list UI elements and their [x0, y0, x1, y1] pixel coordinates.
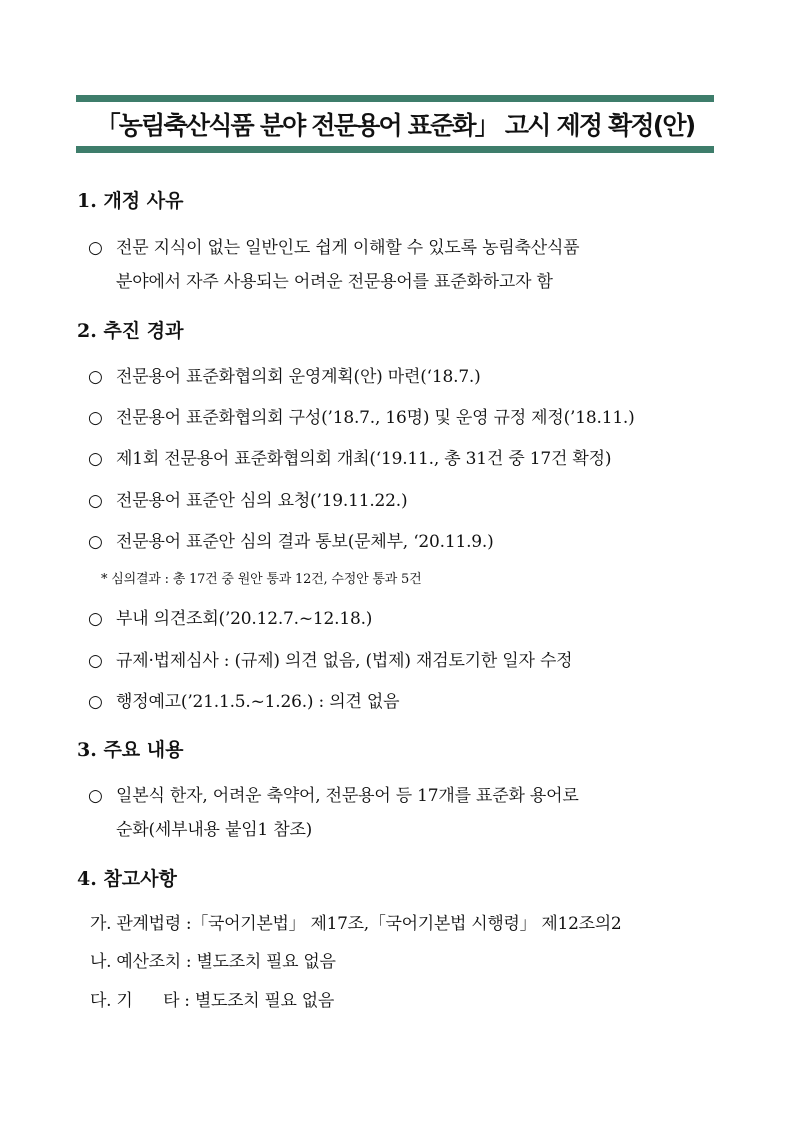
section2-item [88, 604, 372, 629]
section1-item-line2: 분야에서 자주 사용되는 어려운 전문용어를 표준화하고자 함 [116, 272, 553, 292]
item-text: 전문용어 표준화협의회 구성(’18.7., 16명) 및 운영 규정 제정(’18.11.) [116, 408, 635, 428]
section-heading-3: 3. 주요 내용 [77, 739, 184, 761]
section2-item [88, 646, 572, 671]
item-text: 전문용어 표준안 심의 요청(’19.11.22.) [116, 491, 408, 511]
item-text: 부내 의견조회(’20.12.7.~12.18.) [116, 609, 373, 629]
circle-bullet-icon: ○ [88, 692, 103, 712]
reference-other: 다. 기 타 : 별도조치 필요 없음 [90, 991, 335, 1011]
reference-law: 가. 관계법령 :「국어기본법」 제17조,「국어기본법 시행령」 제12조의2 [90, 914, 622, 934]
section2-item [88, 444, 611, 469]
circle-bullet-icon: ○ [88, 786, 103, 806]
section3-item-line2: 순화(세부내용 붙임1 참조) [116, 820, 313, 840]
circle-bullet-icon: ○ [88, 408, 103, 428]
section2-item [88, 362, 481, 387]
section2-item [88, 486, 407, 511]
section-heading-1: 1. 개정 사유 [77, 190, 184, 212]
section2-item [88, 403, 635, 428]
title-block [76, 95, 714, 153]
review-result-note: * 심의결과 : 총 17건 중 원안 통과 12건, 수정안 통과 5건 [101, 572, 422, 587]
circle-bullet-icon: ○ [88, 609, 103, 629]
section2-item [88, 527, 494, 552]
circle-bullet-icon: ○ [88, 651, 103, 671]
item-text: 제1회 전문용어 표준화협의회 개최(‘19.11., 총 31건 중 17건 확정) [116, 449, 612, 469]
circle-bullet-icon: ○ [88, 449, 103, 469]
circle-bullet-icon: ○ [88, 491, 103, 511]
title-bar-top [76, 95, 714, 102]
circle-bullet-icon: ○ [88, 367, 103, 387]
document-title: 「농림축산식품 분야 전문용어 표준화」 고시 제정 확정(안) [95, 111, 695, 140]
title-bar-bottom [76, 146, 714, 153]
item-text: 전문 지식이 없는 일반인도 쉽게 이해할 수 있도록 농림축산식품 [116, 238, 580, 258]
item-text: 전문용어 표준화협의회 운영계획(안) 마련(‘18.7.) [116, 367, 481, 387]
section1-item-line1 [88, 233, 579, 258]
circle-bullet-icon: ○ [88, 532, 103, 552]
section-heading-2: 2. 추진 경과 [77, 320, 184, 342]
item-text: 규제·법제심사 : (규제) 의견 없음, (법제) 재검토기한 일자 수정 [116, 651, 573, 671]
item-text: 행정예고(’21.1.5.~1.26.) : 의견 없음 [116, 692, 400, 712]
item-text: 전문용어 표준안 심의 결과 통보(문체부, ‘20.11.9.) [116, 532, 494, 552]
section2-item [88, 687, 399, 712]
item-text: 일본식 한자, 어려운 축약어, 전문용어 등 17개를 표준화 용어로 [116, 786, 579, 806]
reference-budget: 나. 예산조치 : 별도조치 필요 없음 [90, 952, 336, 972]
section3-item-line1 [88, 781, 579, 806]
circle-bullet-icon: ○ [88, 238, 103, 258]
section-heading-4: 4. 참고사항 [77, 868, 177, 890]
